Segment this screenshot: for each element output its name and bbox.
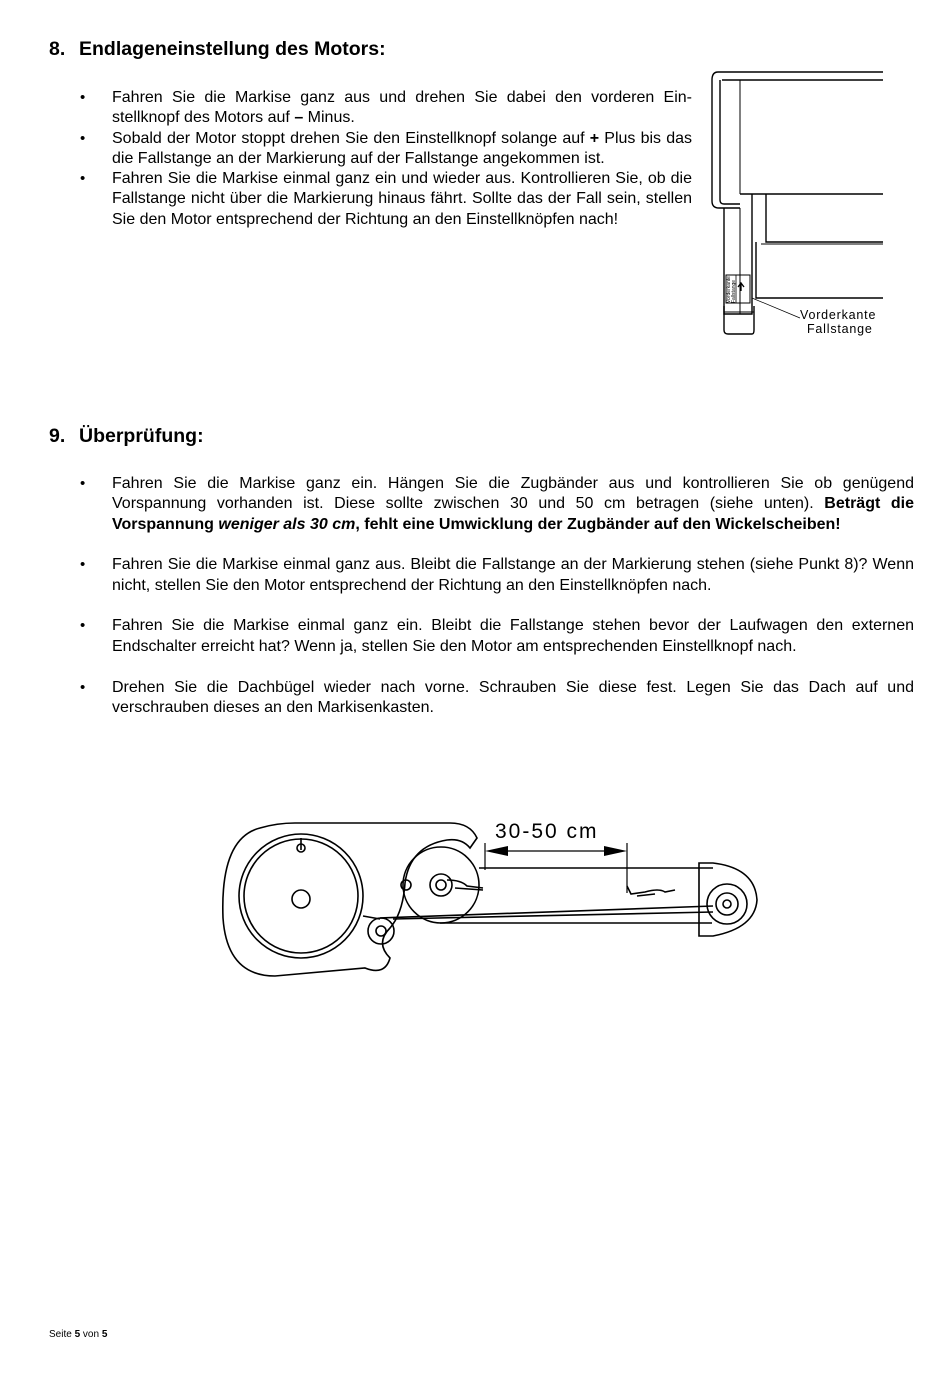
section-8-title: Endlageneinstellung des Motors: [79,38,386,60]
drop-bar-figure [700,66,895,351]
bold-italic-text: weniger als 30 cm [218,515,356,533]
bullet-text: Drehen Sie die Dachbügel wieder nach vorne. Schrauben Sie diese fest. Legen Sie das Dach auf und verschrauben dieses an den Markisenkasten. [112,678,914,716]
minus-symbol: – [294,109,304,127]
section-9-title: Überprüfung: [79,425,204,447]
figure-label-line2: Fallstange [807,322,873,336]
footer-middle: von [80,1329,102,1340]
bullet-text: Plus bis das die Fallstange an der Markierung auf der Fallstange angekommen ist. [112,129,693,167]
bold-text: Beträgt die Vorspannung [112,495,914,533]
bold-text: , fehlt eine Umwicklung der Zugbänder auf den Wickelscheiben! [355,515,841,533]
footer-page-number: 5 [74,1329,81,1340]
section-9-number: 9. [49,425,66,447]
list-item [80,129,692,170]
plus-symbol: + [589,129,600,147]
footer-prefix: Seite [49,1329,75,1340]
arrow-icon [738,283,744,291]
bullet-text: Fahren Sie die Markise einmal ganz aus. Bleibt die Fallstange an der Markierung stehen (siehe Punkt 8)? Wenn nicht, stellen Sie den Motor entsprechend der Richtung an den Einstellknöpfen nach. [112,556,914,594]
bullet-text: Fahren Sie die Markise einmal ganz ein. Bleibt die Fallstange stehen bevor der Laufwagen den externen Endschalter erreicht hat? Wenn ja, stellen Sie den Motor am entsprechenden Einstellknopf nach. [112,617,914,655]
list-item [80,616,914,657]
list-item [80,678,914,719]
figure-label-line1: Vorderkante [800,308,877,322]
list-item [80,169,692,230]
section-9-heading [49,425,204,448]
page-footer [49,1329,107,1340]
marker-text-1: Vorderkante [726,276,732,303]
bullet-text: Sobald der Motor stoppt drehen Sie den Einstellknopf solange auf [112,129,590,147]
list-item [80,88,692,129]
bullet-text: Fahren Sie die Markise ganz aus und drehen Sie dabei den vorderen Ein-stellknopf des Motors auf [112,89,692,127]
dimension-label: 30-50 cm [495,820,599,843]
bullet-text: Fahren Sie die Markise einmal ganz ein und wieder aus. Kontrollieren Sie, ob die Fallstange nicht über die Markierung hinaus fährt. Sollte das der Fall sein, stellen Sie den Motor entsprechend der Richtung an den Einstellknöpfen nach! [112,170,692,228]
list-item [80,555,914,596]
section-8-heading [49,38,386,61]
section-8-number: 8. [49,38,66,60]
section-9-list [80,474,914,739]
footer-page-total: 5 [101,1329,108,1340]
section-8-list [80,88,692,230]
bullet-text: Minus. [303,109,355,127]
bullet-text: Fahren Sie die Markise ganz ein. Hängen Sie die Zugbänder aus und kontrollieren Sie ob genügend Vorspannung vorhanden ist. Diese sollte zwischen 30 und 50 cm betragen (siehe unten). [112,475,914,513]
list-item [80,474,914,535]
pretension-diagram [215,808,765,983]
marker-text-2: Fallstange [731,279,737,303]
